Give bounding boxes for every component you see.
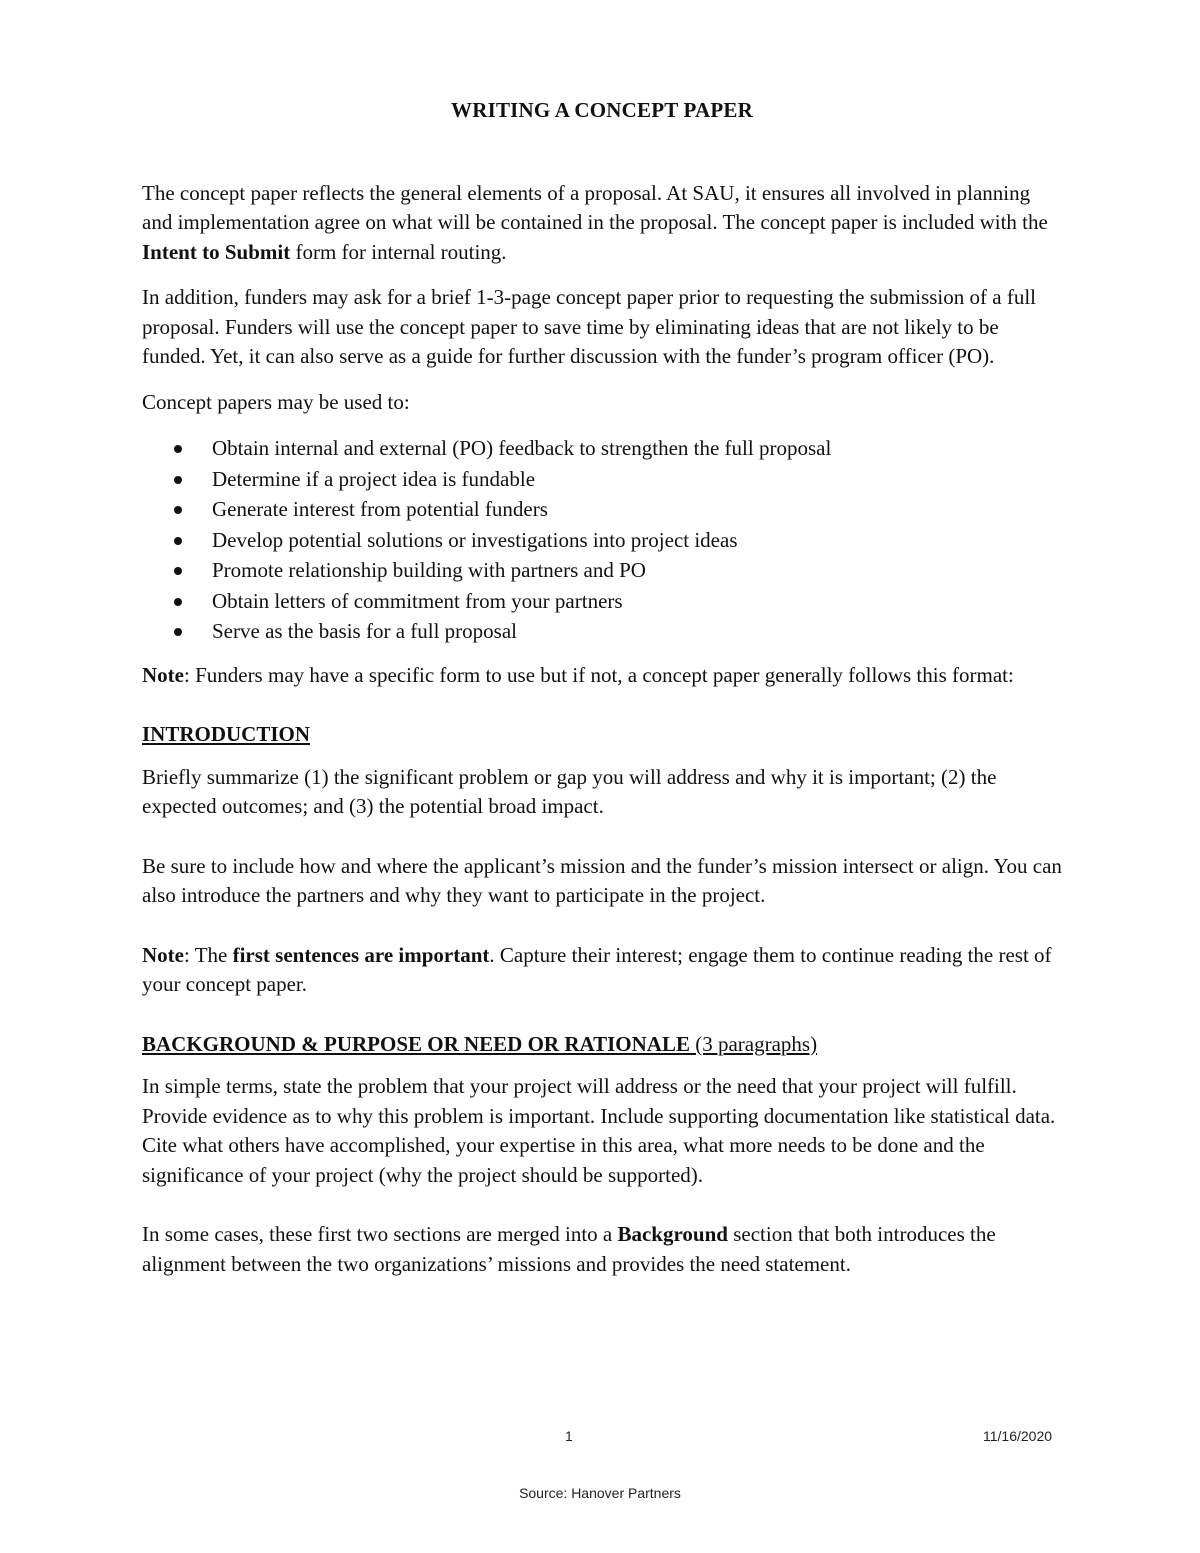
list-item	[142, 555, 1062, 586]
list-item	[142, 494, 1062, 525]
list-item-text: Obtain internal and external (PO) feedback to strengthen the full proposal	[212, 436, 832, 460]
background-p2-text-start: In some cases, these first two sections are merged into a	[142, 1222, 618, 1246]
background-heading	[142, 1030, 1062, 1060]
note-bold-phrase: first sentences are important	[232, 942, 490, 967]
bullet-icon	[174, 628, 182, 636]
background-heading-text: BACKGROUND & PURPOSE OR NEED OR RATIONALE	[142, 1031, 690, 1056]
introduction-note	[142, 941, 1062, 1000]
intro-p1-text-end: form for internal routing.	[290, 239, 507, 264]
list-item	[142, 464, 1062, 495]
list-item-text: Promote relationship building with partners and PO	[212, 558, 646, 582]
note-text-start: : The	[183, 942, 233, 967]
introduction-paragraph-1: Briefly summarize (1) the significant problem or gap you will address and why it is important; (2) the expected outcomes; and (3) the potential broad impact.	[142, 764, 997, 818]
document-body	[142, 96, 1062, 1295]
background-paragraph-2	[142, 1220, 1062, 1279]
list-item	[142, 586, 1062, 617]
list-item-text: Serve as the basis for a full proposal	[212, 619, 518, 643]
list-item-text: Determine if a project idea is fundable	[212, 466, 536, 491]
page-footer	[0, 1428, 1200, 1448]
intent-to-submit-bold: Intent to Submit	[142, 239, 291, 264]
list-item	[142, 525, 1062, 556]
note-label: Note	[142, 662, 184, 687]
introduction-paragraph-2: Be sure to include how and where the applicant’s mission and the funder’s mission intersect or align. You can also introduce the partners and why they want to participate in the project.	[142, 853, 1062, 907]
background-bold-word: Background	[617, 1222, 728, 1246]
intro-paragraph-1	[142, 179, 1062, 268]
bullet-icon	[174, 506, 182, 514]
bullet-icon	[174, 476, 182, 484]
list-item-text: Obtain letters of commitment from your partners	[212, 588, 623, 613]
introduction-heading: INTRODUCTION	[142, 722, 311, 746]
document-title: WRITING A CONCEPT PAPER	[451, 98, 753, 122]
format-note	[142, 661, 1062, 691]
bullet-icon	[174, 567, 182, 575]
note-label: Note	[142, 942, 184, 967]
bullet-icon	[174, 445, 182, 453]
footer-source: Source: Hanover Partners	[519, 1485, 681, 1501]
bullet-icon	[174, 598, 182, 606]
uses-bullet-list	[142, 433, 1062, 647]
intro-paragraph-3: Concept papers may be used to:	[142, 389, 410, 414]
note-text-end: . Capture their interest; engage them to continue reading the rest of your concept paper.	[142, 942, 1052, 996]
bullet-icon	[174, 537, 182, 545]
intro-p1-text-start: The concept paper reflects the general elements of a proposal. At SAU, it ensures all involved in planning and implementation agree on what will be contained in the proposal. The concept paper is included with the	[142, 180, 1048, 234]
list-item	[142, 616, 1062, 647]
list-item	[142, 433, 1062, 464]
list-item-text: Generate interest from potential funders	[212, 497, 548, 521]
background-paragraph-1: In simple terms, state the problem that your project will address or the need that your project will fulfill. Provide evidence as to why this problem is important. Include supporting documentation like statistical data. Cite what others have accomplished, your expertise in this area, what more needs to be done and the significance of your project (why the project should be supported).	[142, 1074, 1056, 1187]
background-p2-text-end: section that both introduces the alignment between the two organizations’ missions and provides the need statement.	[142, 1222, 996, 1276]
footer-date: 11/16/2020	[983, 1428, 1053, 1444]
intro-paragraph-2: In addition, funders may ask for a brief 1-3-page concept paper prior to requesting the submission of a full proposal. Funders will use the concept paper to save time by eliminating ideas that are not likely to be funded. Yet, it can also serve as a guide for further discussion with the funder’s program officer (PO).	[142, 285, 1036, 368]
background-heading-suffix: (3 paragraphs)	[689, 1031, 818, 1056]
page-number: 1	[565, 1428, 573, 1444]
note-text: : Funders may have a specific form to use but if not, a concept paper generally follows this format:	[183, 662, 1014, 687]
list-item-text: Develop potential solutions or investigations into project ideas	[212, 527, 738, 552]
